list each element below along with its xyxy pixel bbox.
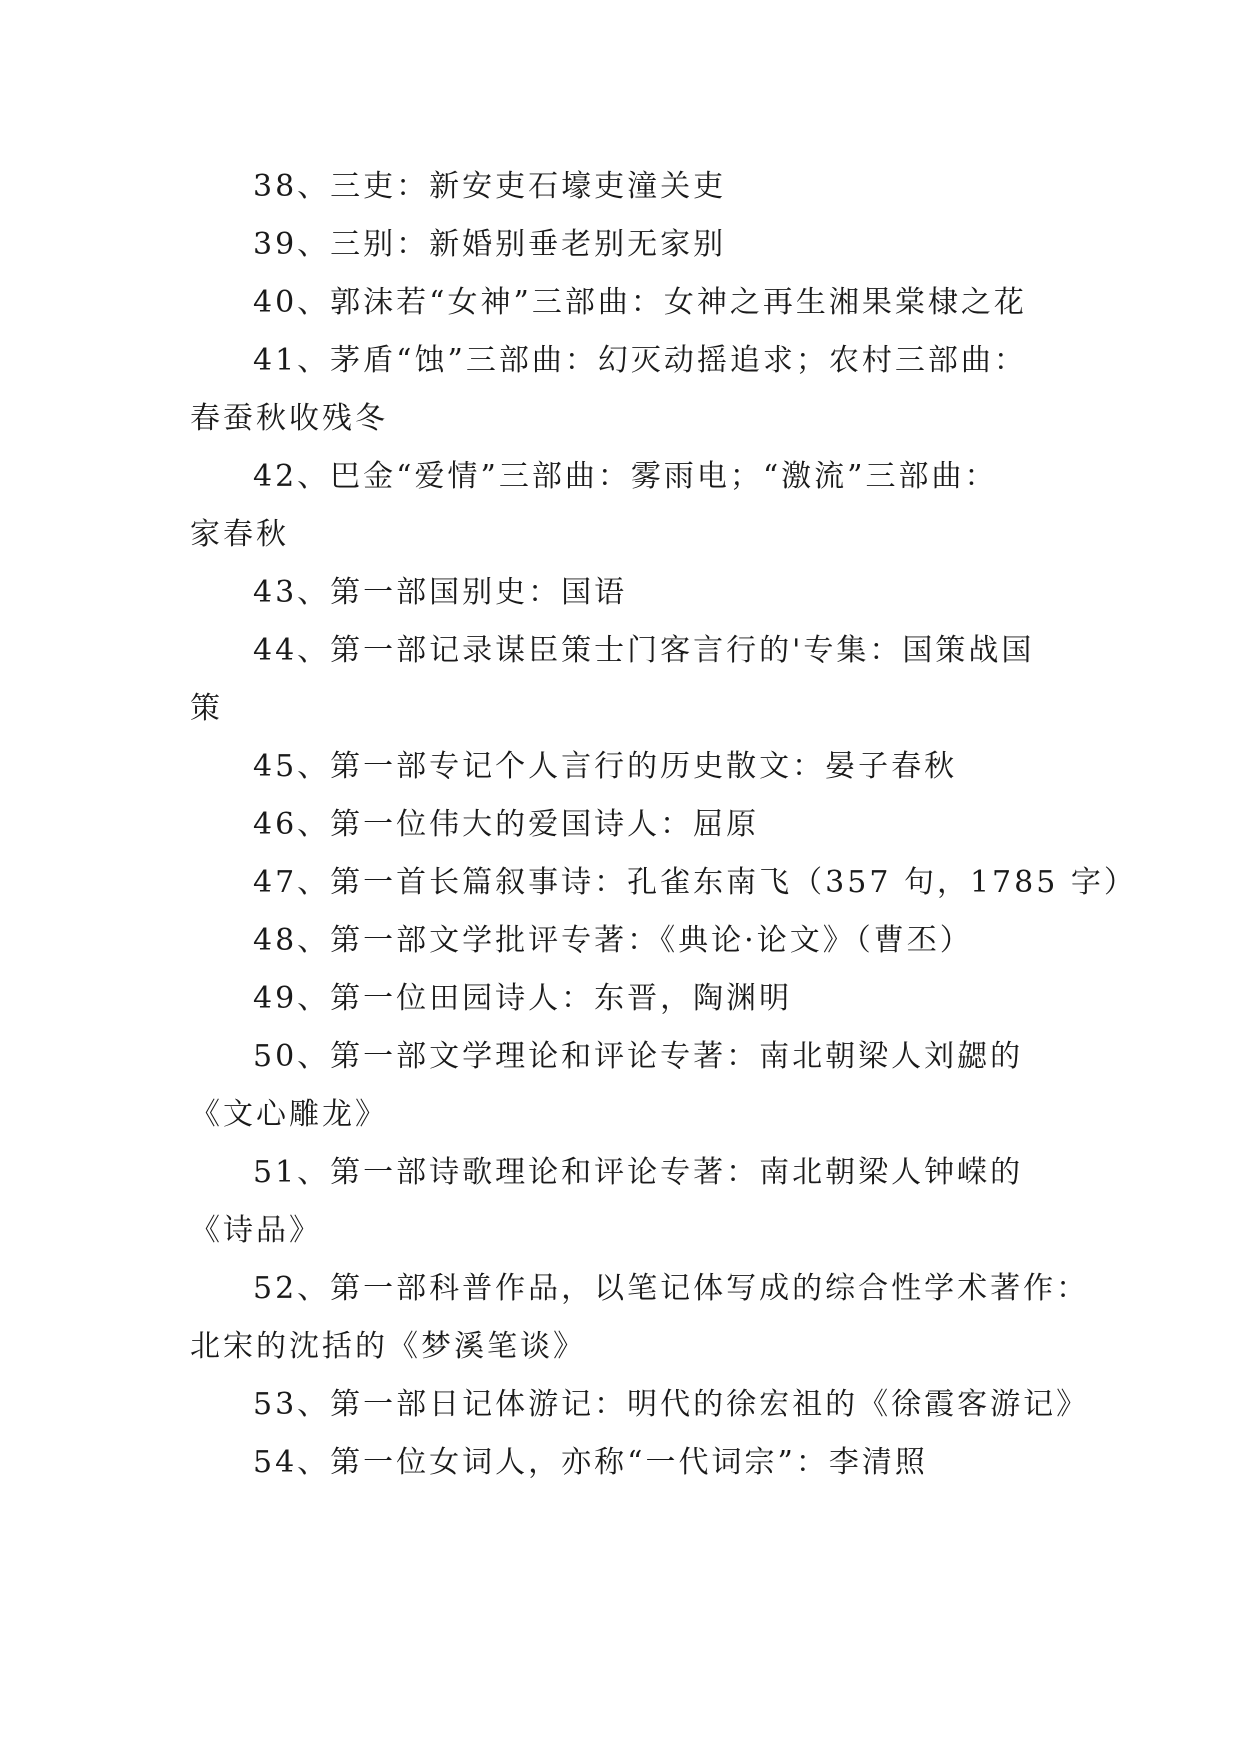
- list-item-41-continuation: 春蚕秋收残冬: [190, 401, 388, 436]
- list-item-51-continuation: 《诗品》: [190, 1213, 322, 1248]
- list-item-42: 42、巴金“爱情”三部曲：雾雨电；“激流”三部曲：: [253, 459, 998, 494]
- list-item-47: 47、第一首长篇叙事诗：孔雀东南飞（357 句，1785 字）: [253, 865, 1137, 900]
- list-item-48: 48、第一部文学批评专著：《典论·论文》（曹丕）: [253, 923, 973, 958]
- list-item-53: 53、第一部日记体游记：明代的徐宏祖的《徐霞客游记》: [253, 1387, 1090, 1422]
- list-item-44-continuation: 策: [190, 691, 223, 726]
- list-item-40: 40、郭沫若“女神”三部曲：女神之再生湘果棠棣之花: [253, 285, 1027, 320]
- list-item-38: 38、三吏：新安吏石壕吏潼关吏: [253, 169, 727, 204]
- list-item-45: 45、第一部专记个人言行的历史散文：晏子春秋: [253, 749, 958, 784]
- list-item-46: 46、第一位伟大的爱国诗人：屈原: [253, 807, 760, 842]
- list-item-51: 51、第一部诗歌理论和评论专著：南北朝梁人钟嵘的: [253, 1155, 1024, 1190]
- list-item-44: 44、第一部记录谋臣策士门客言行的'专集：国策战国: [253, 633, 1035, 668]
- document-body: [190, 158, 1137, 1492]
- list-item-42-continuation: 家春秋: [190, 517, 289, 552]
- list-item-49: 49、第一位田园诗人：东晋，陶渊明: [253, 981, 793, 1016]
- list-item-41: 41、茅盾“蚀”三部曲：幻灭动摇追求；农村三部曲：: [253, 343, 1027, 378]
- list-item-54: 54、第一位女词人，亦称“一代词宗”：李清照: [253, 1445, 928, 1480]
- list-item-50: 50、第一部文学理论和评论专著：南北朝梁人刘勰的: [253, 1039, 1024, 1074]
- list-item-50-continuation: 《文心雕龙》: [190, 1097, 388, 1132]
- list-item-52: 52、第一部科普作品，以笔记体写成的综合性学术著作：: [253, 1271, 1090, 1306]
- list-item-39: 39、三别：新婚别垂老别无家别: [253, 227, 727, 262]
- list-item-52-continuation: 北宋的沈括的《梦溪笔谈》: [190, 1329, 586, 1364]
- list-item-43: 43、第一部国别史：国语: [253, 575, 628, 610]
